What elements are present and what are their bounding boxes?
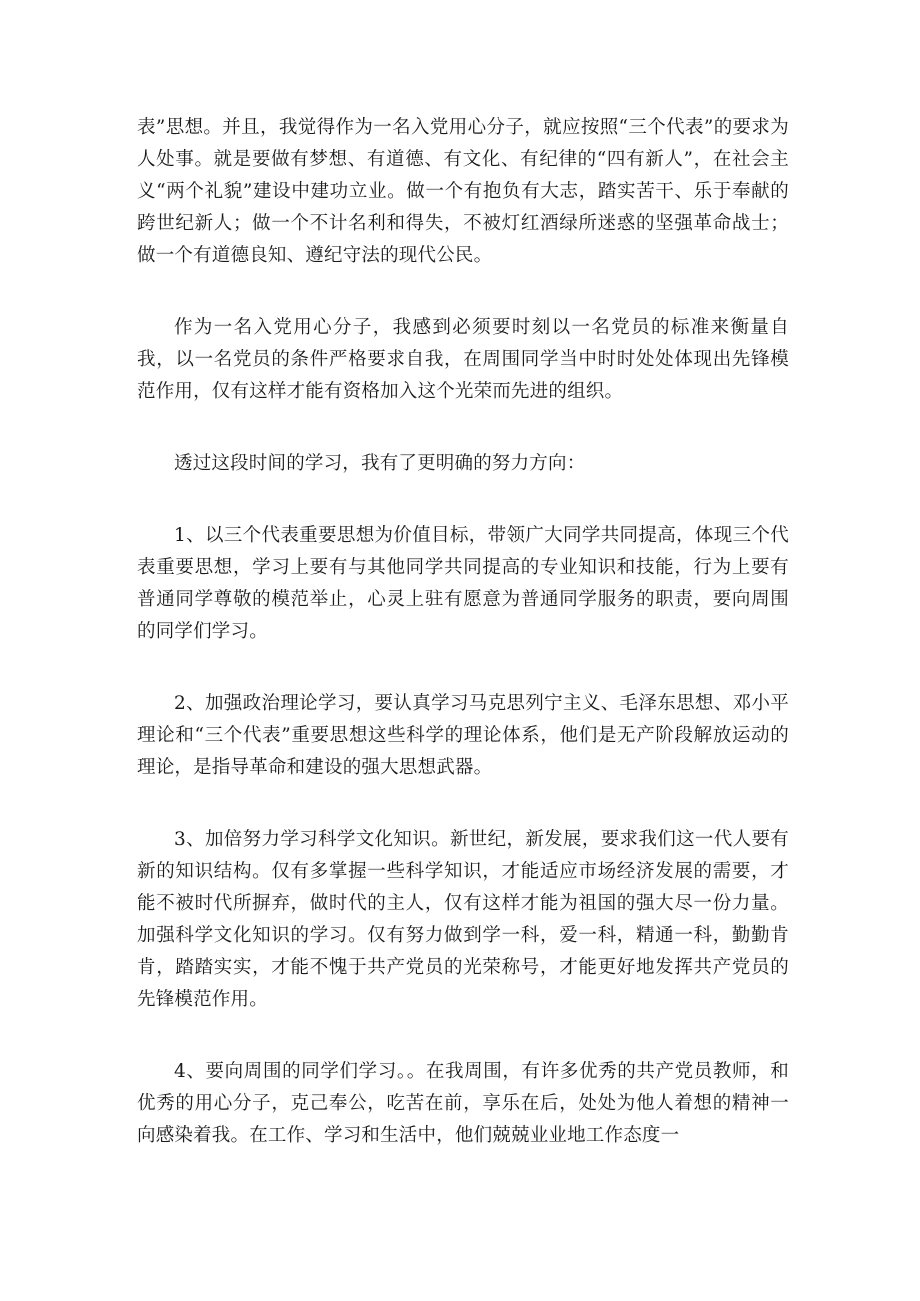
paragraph-5: 2、加强政治理论学习，要认真学习马克思列宁主义、毛泽东思想、邓小平理论和“三个代表”重要思想这些科学的理论体系，他们是无产阶段解放运动的理论，是指导革命和建设的强大思想武器。 — [137, 693, 789, 778]
paragraph-6: 3、加倍努力学习科学文化知识。新世纪，新发展，要求我们这一代人要有新的知识结构。仅有多掌握一些科学知识，才能适应市场经济发展的需要，才能不被时代所摒弃，做时代的主人，仅有这样才能为祖国的强大尽一份力量。加强科学文化知识的学习。仅有努力做到学一科，爱一科，精通一科，勤勤肯肯，踏踏实实，才能不愧于共产党员的光荣称号，才能更好地发挥共产党员的先锋模范作用。 — [137, 829, 789, 1010]
paragraph-2: 作为一名入党用心分子，我感到必须要时刻以一名党员的标准来衡量自我，以一名党员的条件严格要求自我，在周围同学当中时时处处体现出先锋模范作用，仅有这样才能有资格加入这个光荣而先进的组织。 — [137, 317, 789, 402]
paragraph-4: 1、以三个代表重要思想为价值目标，带领广大同学共同提高，体现三个代表重要思想，学习上要有与其他同学共同提高的专业知识和技能，行为上要有普通同学尊敬的模范举止，心灵上驻有愿意为普通同学服务的职责，要向周围的同学们学习。 — [137, 525, 789, 642]
paragraph-7: 4、要向周围的同学们学习。。在我周围，有许多优秀的共产党员教师，和优秀的用心分子，克己奉公，吃苦在前，享乐在后，处处为他人着想的精神一向感染着我。在工作、学习和生活中，他们兢兢业业地工作态度一 — [137, 1061, 789, 1146]
paragraph-3: 透过这段时间的学习，我有了更明确的努力方向： — [174, 453, 586, 474]
paragraph-1: 表”思想。并且，我觉得作为一名入党用心分子，就应按照“三个代表”的要求为人处事。就是要做有梦想、有道德、有文化、有纪律的“四有新人”，在社会主义“两个礼貌”建设中建功立业。做一个有抱负有大志，踏实苦干、乐于奉献的跨世纪新人；做一个不计名利和得失，不被灯红酒绿所迷惑的坚强革命战士；做一个有道德良知、遵纪守法的现代公民。 — [137, 117, 789, 266]
document-page — [137, 112, 789, 1192]
